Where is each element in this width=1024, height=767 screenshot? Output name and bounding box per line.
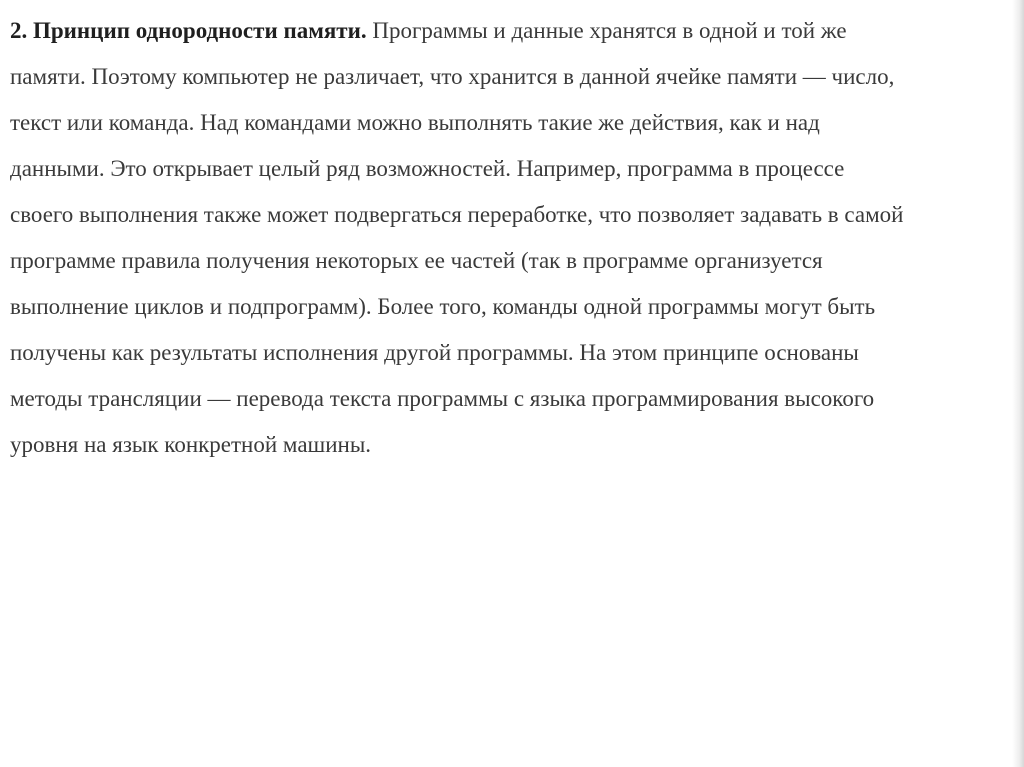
text-line-7: выполнение циклов и подпрограмм). Более того, команды одной программы могут быть (10, 294, 876, 319)
text-line-3: текст или команда. Над командами можно выполнять такие же действия, как и над (10, 110, 820, 135)
text-line-1-rest: Программы и данные хранятся в одной и той же (366, 18, 847, 43)
text-line-9: методы трансляции — перевода текста программы с языка программирования высокого (10, 386, 875, 411)
text-line-6: программе правила получения некоторых ее частей (так в программе организуется (10, 248, 823, 273)
text-line-1 (10, 8, 1014, 54)
text-line-10: уровня на язык конкретной машины. (10, 432, 372, 457)
text-line-2: памяти. Поэтому компьютер не различает, что хранится в данной ячейке памяти — число, (10, 64, 895, 89)
text-line-4: данными. Это открывает целый ряд возможностей. Например, программа в процессе (10, 156, 845, 181)
text-line-5: своего выполнения также может подвергаться переработке, что позволяет задавать в самой (10, 202, 904, 227)
text-line-8: получены как результаты исполнения другой программы. На этом принципе основаны (10, 340, 859, 365)
body-paragraph (10, 8, 1014, 468)
paragraph-heading: 2. Принцип однородности памяти. (10, 18, 367, 43)
